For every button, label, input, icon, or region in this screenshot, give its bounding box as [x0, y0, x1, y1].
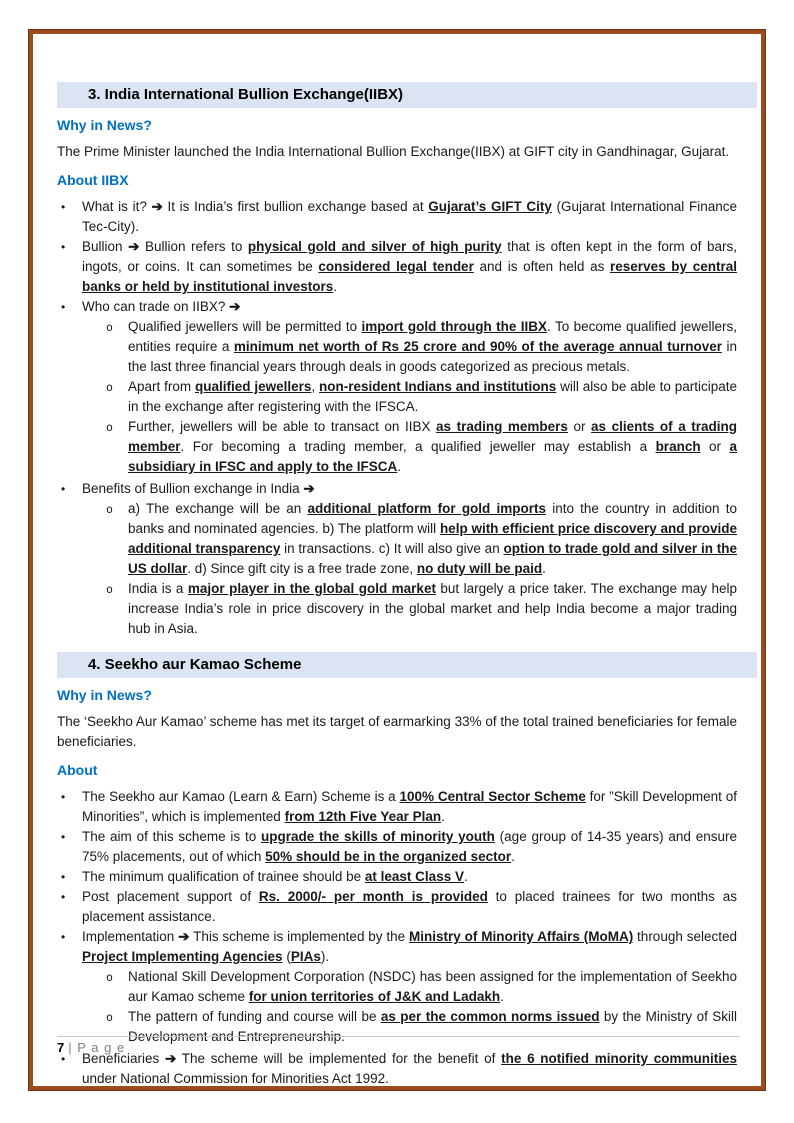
list-item [57, 579, 737, 639]
emphasized-text: additional platform for gold imports [307, 501, 546, 516]
bullet-marker: • [61, 930, 66, 944]
list-item [57, 1049, 737, 1089]
text-run: through selected [633, 929, 737, 944]
list-item [57, 927, 737, 967]
paragraph [57, 712, 737, 752]
section-title: 3. India International Bullion Exchange(IIBX) [88, 86, 404, 103]
text-run: in transactions. c) It will also give an [280, 541, 504, 556]
text-run: . [500, 989, 504, 1004]
list-item [57, 377, 737, 417]
bullet-marker: o [106, 970, 113, 984]
list-item-text [82, 239, 737, 294]
list-item-text [82, 889, 737, 924]
text-run: The minimum qualification of trainee should be [82, 869, 365, 884]
list-item [57, 237, 737, 297]
page-number: 7 [57, 1040, 65, 1055]
text-run: to placed trainees for two months as placement assistance. [82, 889, 737, 924]
emphasized-text: Ministry of Minority Affairs (MoMA) [409, 929, 634, 944]
emphasized-text: from 12th Five Year Plan [284, 809, 442, 824]
section-title: 4. Seekho aur Kamao Scheme [88, 656, 302, 673]
emphasized-text: the 6 notified minority communities [501, 1051, 737, 1066]
list-item-text [128, 379, 737, 414]
emphasized-text: no duty will be paid [416, 561, 543, 576]
emphasized-text: qualified jewellers [194, 379, 312, 394]
subheading: About IIBX [57, 172, 129, 188]
text-run: The Seekho aur Kamao (Learn & Earn) Scheme is a [82, 789, 400, 804]
emphasized-text: as per the common norms issued [380, 1009, 600, 1024]
bullet-marker: • [61, 200, 66, 214]
text-run: ). [320, 949, 330, 964]
emphasized-text: at least Class V [364, 869, 464, 884]
emphasized-text: Rs. 2000/- per month is provided [258, 889, 488, 904]
emphasized-text: physical gold and silver of high purity [247, 239, 502, 254]
list-item [57, 317, 737, 377]
text-run: This scheme is implemented by the [189, 929, 410, 944]
arrow-icon: ➔ [229, 299, 241, 314]
emphasized-text: for union territories of J&K and Ladakh [248, 989, 501, 1004]
bullet-marker: o [106, 582, 113, 596]
text-run: ( [282, 949, 291, 964]
arrow-icon: ➔ [165, 1051, 177, 1066]
section-header-bar [57, 82, 757, 108]
arrow-icon: ➔ [151, 199, 163, 214]
list-item [57, 479, 737, 499]
emphasized-text: branch [655, 439, 701, 454]
emphasized-text: Gujarat’s GIFT City [428, 199, 552, 214]
sub-bullet-list [57, 967, 737, 1047]
bullet-marker: o [106, 320, 113, 334]
text-run: Beneficiaries [82, 1051, 166, 1066]
text-run: The Prime Minister launched the India International Bullion Exchange(IIBX) at GIFT city in Gandhinagar, Gujarat. [57, 144, 730, 159]
list-item [57, 967, 737, 1007]
emphasized-text: minimum net worth of Rs 25 crore and 90% of the average annual turnover [233, 339, 722, 354]
bullet-marker: o [106, 1010, 113, 1024]
list-item-text [82, 1051, 737, 1086]
emphasized-text: upgrade the skills of minority youth [261, 829, 495, 844]
emphasized-text: option to trade gold and silver in the US dollar [128, 541, 738, 576]
text-run: The scheme will be implemented for the benefit of [176, 1051, 502, 1066]
bullet-marker: o [106, 420, 113, 434]
section [57, 82, 737, 639]
page-label: | P a g e [68, 1040, 126, 1055]
emphasized-text: 100% Central Sector Scheme [399, 789, 586, 804]
list-item-text [128, 969, 737, 1004]
bullet-marker: • [61, 240, 66, 254]
text-run: or [700, 439, 730, 454]
bullet-list [57, 197, 737, 639]
text-run: . To become qualified jewellers, entities require a [128, 319, 737, 354]
text-run: into the country in addition to banks and nominated agencies. b) The platform will [128, 501, 737, 536]
list-item-text [82, 929, 737, 964]
list-item [57, 499, 737, 579]
emphasized-text: help with efficient price discovery and provide additional transparency [128, 521, 738, 556]
text-run: a) The exchange will be an [128, 501, 308, 516]
list-item-text [82, 481, 315, 496]
list-item [57, 417, 737, 477]
text-run: (age group of 14-35 years) and ensure 75% placements, out of which [82, 829, 737, 864]
list-item [57, 297, 737, 317]
text-run: . [397, 459, 402, 474]
page-footer [57, 1036, 740, 1055]
list-item-text [82, 829, 737, 864]
text-run: by the Ministry of Skill Development and Entrepreneurship. [128, 1009, 738, 1044]
text-run: that is often kept in the form of bars, ingots, or coins. It can sometimes be [82, 239, 737, 274]
text-run: under National Commission for Minorities Act 1992. [82, 1071, 389, 1086]
text-run: for ”Skill Development of Minorities”, which is implemented [82, 789, 737, 824]
bullet-marker: • [61, 890, 66, 904]
text-run: The pattern of funding and course will be [128, 1009, 381, 1024]
document-content [57, 82, 737, 1091]
bullet-marker: • [61, 870, 66, 884]
list-item-text [128, 501, 737, 576]
text-run: Implementation [82, 929, 179, 944]
list-item [57, 867, 737, 887]
arrow-icon: ➔ [178, 929, 190, 944]
text-run: National Skill Development Corporation (NSDC) has been assigned for the implementation of Seekho aur Kamao scheme [128, 969, 737, 1004]
sub-bullet-list [57, 317, 737, 477]
text-run: , [311, 379, 319, 394]
paragraph [57, 142, 737, 162]
sub-bullet-list [57, 499, 737, 639]
text-run: . [542, 561, 546, 576]
list-item-text [128, 319, 737, 374]
bullet-marker: • [61, 300, 66, 314]
emphasized-text: reserves by central banks or held by institutional investors [82, 259, 737, 294]
text-run: Further, jewellers will be able to transact on IIBX [128, 419, 437, 434]
emphasized-text: Project Implementing Agencies [82, 949, 283, 964]
list-item-text [128, 419, 737, 474]
bullet-marker: • [61, 1052, 66, 1066]
footer-text [57, 1040, 740, 1055]
list-item-text [82, 299, 240, 314]
list-item [57, 827, 737, 867]
footer-rule [57, 1036, 740, 1037]
bullet-marker: • [61, 790, 66, 804]
list-item-text [128, 581, 737, 636]
emphasized-text: as trading members [436, 419, 568, 434]
bullet-marker: • [61, 830, 66, 844]
text-run: It is India’s first bullion exchange based at [162, 199, 429, 214]
list-item-text [82, 199, 737, 234]
emphasized-text: 50% should be in the organized sector [265, 849, 512, 864]
text-run: What is it? [82, 199, 152, 214]
bullet-marker: o [106, 380, 113, 394]
emphasized-text: a subsidiary in IFSC and apply to the IFSCA [128, 439, 737, 474]
text-run: Apart from [128, 379, 195, 394]
subheading: Why in News? [57, 117, 152, 133]
section-header-bar [57, 652, 757, 678]
text-run: in the last three financial years through deals in goods categorized as precious metals. [128, 339, 738, 374]
text-run: Bullion refers to [139, 239, 248, 254]
text-run: will also be able to participate in the exchange after registering with the IFSCA. [128, 379, 737, 414]
text-run: . [511, 849, 515, 864]
text-run: The aim of this scheme is to [82, 829, 261, 844]
text-run: Qualified jewellers will be permitted to [128, 319, 362, 334]
list-item-text [82, 789, 737, 824]
list-item [57, 787, 737, 827]
text-run: Benefits of Bullion exchange in India [82, 481, 304, 496]
list-item [57, 197, 737, 237]
text-run: and is often held as [473, 259, 611, 274]
emphasized-text: as clients of a trading member [128, 419, 737, 454]
list-item [57, 887, 737, 927]
text-run: The ‘Seekho Aur Kamao’ scheme has met its target of earmarking 33% of the total trained beneficiaries for female beneficiaries. [57, 714, 737, 749]
emphasized-text: PIAs [290, 949, 321, 964]
emphasized-text: non-resident Indians and institutions [318, 379, 557, 394]
text-run: Bullion [82, 239, 129, 254]
text-run: Post placement support of [82, 889, 259, 904]
text-run: but largely a price taker. The exchange may help increase India’s role in price discovery in the global market and help India become a major trading hub in Asia. [128, 581, 737, 636]
text-run: (Gujarat International Finance Tec-City). [82, 199, 737, 234]
list-item-text [82, 869, 468, 884]
emphasized-text: import gold through the IIBX [361, 319, 548, 334]
bullet-marker: o [106, 502, 113, 516]
bullet-marker: • [61, 482, 66, 496]
text-run: . [463, 869, 468, 884]
arrow-icon: ➔ [128, 239, 140, 254]
emphasized-text: major player in the global gold market [187, 581, 436, 596]
section [57, 652, 737, 1089]
text-run: Who can trade on IIBX? [82, 299, 230, 314]
text-run: . d) Since gift city is a free trade zone, [187, 561, 417, 576]
text-run: India is a [128, 581, 188, 596]
emphasized-text: considered legal tender [318, 259, 474, 274]
subheading: About [57, 762, 98, 778]
text-run: . [441, 809, 445, 824]
subheading: Why in News? [57, 687, 152, 703]
arrow-icon: ➔ [303, 481, 315, 496]
text-run: . [333, 279, 338, 294]
text-run: . For becoming a trading member, a qualified jeweller may establish a [180, 439, 656, 454]
text-run: or [567, 419, 592, 434]
